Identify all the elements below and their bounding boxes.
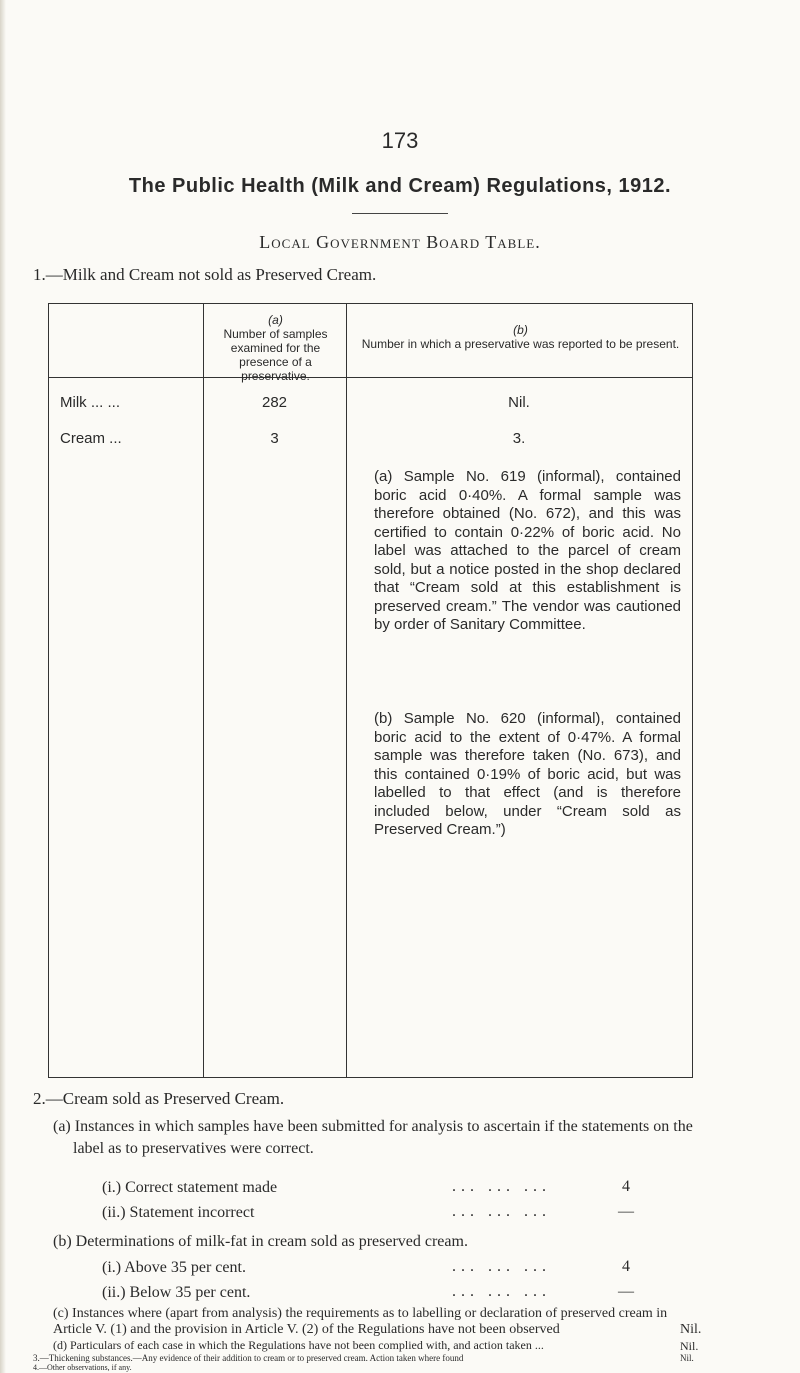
table-divider-1 (203, 303, 204, 1078)
row-milk-label: Milk ... ... (60, 394, 120, 411)
section2-a-i-value: 4 (622, 1178, 630, 1195)
section2-a-ii: (ii.) Statement incorrect (102, 1204, 255, 1221)
section2-b-ii: (ii.) Below 35 per cent. (102, 1284, 251, 1301)
table-bottom-border (48, 1077, 693, 1078)
table-header-border (48, 377, 693, 378)
row-cream-b: 3. (512, 430, 526, 447)
leader-dots: ... ... ... (452, 1258, 551, 1275)
table-subtitle: Local Government Board Table. (259, 232, 541, 252)
row-cream-label: Cream ... (60, 430, 122, 447)
section2-c-value: Nil. (680, 1322, 702, 1337)
section2-d-text: (d) Particulars of each case in which the Regulations have not been complied with, and action taken ... (53, 1338, 544, 1352)
section2-b-text: (b) Determinations of milk-fat in cream sold as preserved cream. (53, 1233, 468, 1250)
section4-text: 4.—Other observations, if any. (33, 1363, 132, 1372)
note-a: (a) Sample No. 619 (informal), contained boric acid 0·40%. A formal sample was therefore obtained (No. 672), and this was certified to contain 0·22% of boric acid. No label was attached to the parcel of cream sold, but a notice posted in the shop declared that “Cream sold at this establishment is preserved cream.” The vendor was cautioned by order of Sanitary Committee. (374, 468, 681, 633)
page-number: 173 (381, 128, 419, 153)
table-divider-2 (346, 303, 347, 1078)
column-b-header (353, 323, 688, 351)
table-top-border (48, 303, 693, 304)
section1-heading: 1.—Milk and Cream not sold as Preserved Cream. (33, 265, 377, 284)
table-left-border (48, 303, 49, 1078)
section2-a-i: (i.) Correct statement made (102, 1179, 278, 1196)
section2-a-ii-value: — (618, 1203, 634, 1220)
table-right-border (692, 303, 693, 1078)
section2-c-text: (c) Instances where (apart from analysis) the requirements as to labelling or declaration of preserved cream in Article V. (1) and the provision in Article V. (2) of the Regulations have not been observed (53, 1306, 668, 1337)
page-edge (0, 0, 6, 1373)
title-divider (352, 213, 448, 214)
leader-dots: ... ... ... (452, 1203, 551, 1220)
leader-dots: ... ... ... (452, 1283, 551, 1300)
section3-text: 3.—Thickening substances.—Any evidence of their addition to cream or to preserved cream. Action taken where found (33, 1353, 464, 1363)
section2-b-ii-value: — (618, 1283, 634, 1300)
section2-heading: 2.—Cream sold as Preserved Cream. (33, 1089, 285, 1108)
section2-b-i: (i.) Above 35 per cent. (102, 1259, 246, 1276)
column-a-text: Number of samples examined for the presence of a preservative. (223, 327, 328, 383)
page-title: The Public Health (Milk and Cream) Regulations, 1912. (128, 175, 672, 197)
leader-dots: ... ... ... (452, 1178, 551, 1195)
section2-b-i-value: 4 (622, 1258, 630, 1275)
row-cream-a: 3 (270, 430, 279, 447)
column-a-letter: (a) (268, 313, 283, 327)
note-b: (b) Sample No. 620 (informal), contained boric acid to the extent of 0·47%. A formal sample was therefore taken (No. 673), and this contained 0·19% of boric acid, but was labelled to that effect (and is therefore included below, under “Cream sold as Preserved Cream.”) (374, 710, 681, 838)
column-b-letter: (b) (513, 323, 528, 337)
section2-a-text: (a) Instances in which samples have been submitted for analysis to ascertain if the statements on the label as to preservatives were correct. (53, 1118, 693, 1157)
milk-cream-table (48, 303, 693, 1078)
row-milk-b: Nil. (508, 394, 530, 411)
row-milk-a: 282 (261, 394, 288, 411)
column-b-text: Number in which a preservative was reported to be present. (361, 337, 680, 351)
section2-d-value: Nil. (680, 1339, 699, 1353)
column-a-header (208, 313, 343, 383)
section3-value: Nil. (680, 1353, 694, 1363)
